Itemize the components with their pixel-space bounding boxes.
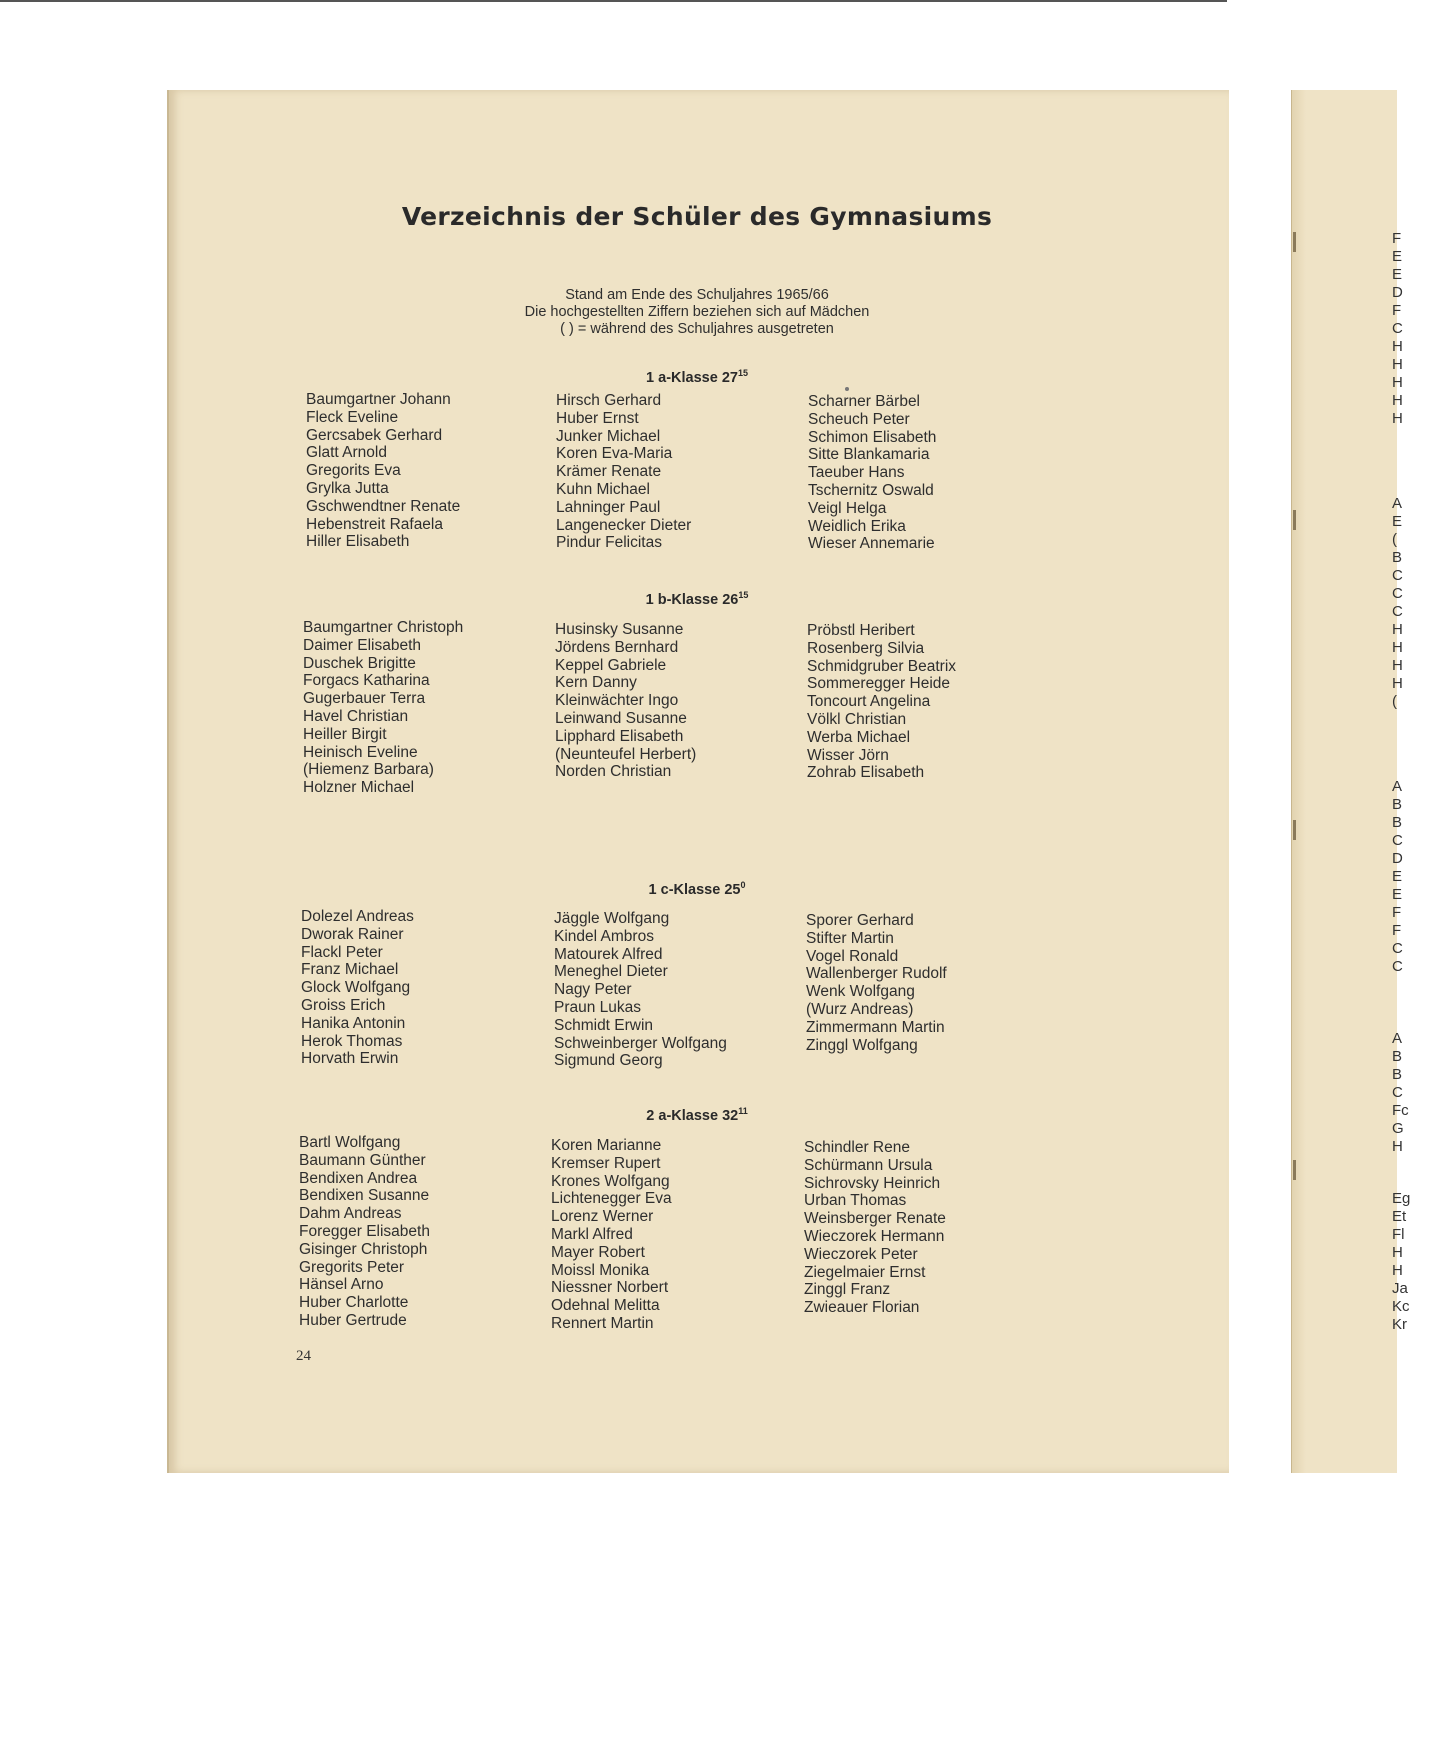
facing-page-fragment: H	[1392, 338, 1403, 355]
class-1a-column-1	[306, 391, 526, 551]
student-name: (Neunteufel Herbert)	[555, 745, 697, 763]
student-name: Mayer Robert	[551, 1243, 645, 1261]
student-name: Sigmund Georg	[554, 1052, 663, 1070]
facing-page-fragment: B	[1392, 796, 1403, 813]
student-name: Herok Thomas	[301, 1032, 403, 1050]
student-name: Leinwand Susanne	[555, 709, 687, 727]
class-heading-1c	[597, 880, 797, 898]
student-name: Huber Charlotte	[299, 1294, 409, 1312]
student-name: Scheuch Peter	[808, 410, 910, 428]
class-name: 2 a-Klasse	[646, 1108, 719, 1124]
facing-page-edge	[1291, 90, 1411, 1473]
facing-page-fragment: Fc	[1392, 1102, 1409, 1119]
class-girls-count: 0	[740, 880, 746, 890]
student-name: Wieczorek Peter	[804, 1245, 918, 1263]
student-name: Holzner Michael	[303, 779, 415, 797]
student-name: Foregger Elisabeth	[299, 1222, 430, 1240]
student-name: Bartl Wolfgang	[299, 1134, 401, 1151]
student-name: Schweinberger Wolfgang	[554, 1034, 727, 1052]
student-name: Keppel Gabriele	[555, 656, 667, 674]
student-name: Urban Thomas	[804, 1192, 907, 1210]
facing-page-fragment: F	[1392, 302, 1402, 319]
facing-page-fragment: E	[1392, 266, 1403, 283]
student-name: (Wurz Andreas)	[806, 1000, 914, 1018]
student-name: Huber Ernst	[556, 409, 639, 427]
facing-page-fragment: E	[1392, 868, 1403, 885]
facing-page-text	[1392, 230, 1432, 428]
student-name: Dworak Rainer	[301, 925, 404, 943]
student-name: Hebenstreit Rafaela	[306, 515, 443, 533]
facing-page-fragment: C	[1392, 320, 1403, 337]
student-name: Havel Christian	[303, 707, 409, 725]
page-number: 24	[296, 1348, 311, 1364]
facing-page-fragment: E	[1392, 513, 1403, 530]
class-1c-column-2	[554, 910, 774, 1070]
student-name: Sichrovsky Heinrich	[804, 1174, 941, 1192]
facing-page-fragment: C	[1392, 585, 1403, 602]
class-count: 32	[722, 1108, 739, 1124]
student-name: Bendixen Andrea	[299, 1169, 418, 1187]
facing-page-fragment: B	[1392, 814, 1403, 831]
student-name: Schimon Elisabeth	[808, 428, 937, 446]
facing-page-text	[1392, 778, 1432, 976]
facing-page-fragment: A	[1392, 495, 1403, 512]
student-name: Rennert Martin	[551, 1314, 654, 1332]
class-name: 1 b-Klasse	[645, 592, 719, 608]
facing-page-fragment: C	[1392, 832, 1403, 849]
scan-border	[0, 0, 1227, 2]
student-name: Schürmann Ursula	[804, 1156, 933, 1174]
student-name: (Hiemenz Barbara)	[303, 761, 434, 779]
student-name: Norden Christian	[555, 763, 672, 781]
student-name: Nagy Peter	[554, 981, 632, 999]
facing-page-fragment: F	[1392, 922, 1402, 939]
class-1b-column-3	[807, 622, 1027, 782]
student-name: Gschwendtner Renate	[306, 497, 461, 515]
student-name: Flackl Peter	[301, 943, 383, 961]
student-name: Toncourt Angelina	[807, 693, 931, 711]
subtitle-line: Die hochgestellten Ziffern beziehen sich auf Mädchen	[524, 304, 870, 320]
facing-page-fragment: H	[1392, 392, 1403, 409]
class-name: 1 c-Klasse	[648, 882, 721, 898]
student-name: Lipphard Elisabeth	[555, 727, 684, 745]
student-name: Gregorits Eva	[306, 462, 401, 480]
student-name: Taeuber Hans	[808, 464, 905, 482]
student-name: Odehnal Melitta	[551, 1297, 660, 1315]
student-name: Franz Michael	[301, 961, 399, 979]
class-girls-count: 15	[738, 590, 749, 600]
student-name: Zwieauer Florian	[804, 1299, 920, 1317]
student-name: Stifter Martin	[806, 929, 894, 947]
student-name: Daimer Elisabeth	[303, 636, 422, 654]
student-name: Junker Michael	[556, 427, 661, 445]
student-name: Duschek Brigitte	[303, 654, 416, 672]
student-name: Jördens Bernhard	[555, 638, 679, 656]
facing-page-fragment: G	[1392, 1120, 1404, 1137]
class-1b-column-2	[555, 621, 775, 781]
page-title: Verzeichnis der Schüler des Gymnasiums	[401, 202, 993, 231]
student-name: Lichtenegger Eva	[551, 1190, 672, 1208]
student-name: Krones Wolfgang	[551, 1172, 670, 1190]
student-name: Koren Eva-Maria	[556, 445, 673, 463]
student-name: Hirsch Gerhard	[556, 392, 662, 409]
facing-page-fragment: B	[1392, 1066, 1403, 1083]
student-name: Gugerbauer Terra	[303, 690, 426, 708]
facing-page-fragment: A	[1392, 1030, 1403, 1047]
facing-page-fragment: H	[1392, 1262, 1403, 1279]
class-heading-1b	[597, 590, 797, 608]
facing-page-fragment: (	[1392, 693, 1397, 710]
subtitle-line: ( ) = während des Schuljahres ausgetreten	[560, 321, 834, 337]
student-name: Kremser Rupert	[551, 1154, 661, 1172]
student-name: Zinggl Wolfgang	[806, 1036, 918, 1054]
student-name: Kuhn Michael	[556, 480, 650, 498]
student-name: Sitte Blankamaria	[808, 446, 930, 464]
facing-page-fragment: B	[1392, 1048, 1403, 1065]
class-1b-column-1	[303, 619, 523, 797]
student-name: Fleck Eveline	[306, 408, 399, 426]
student-name: Hiller Elisabeth	[306, 533, 410, 551]
student-name: Matourek Alfred	[554, 945, 663, 963]
student-name: Vogel Ronald	[806, 947, 899, 965]
student-name: Zohrab Elisabeth	[807, 764, 925, 782]
facing-page-fragment: C	[1392, 567, 1403, 584]
class-girls-count: 15	[737, 368, 748, 378]
facing-page-fragment: Fl	[1392, 1226, 1405, 1243]
subtitle-line: Stand am Ende des Schuljahres 1965/66	[565, 287, 829, 303]
student-name: Sommeregger Heide	[807, 675, 951, 693]
facing-page-fragment: C	[1392, 940, 1403, 957]
binding-stitch	[1293, 1160, 1296, 1180]
class-heading-1a	[597, 368, 797, 386]
facing-page-text	[1392, 495, 1432, 711]
facing-page-fragment: D	[1392, 284, 1403, 301]
student-name: Kern Danny	[555, 674, 637, 692]
facing-page-fragment: Et	[1392, 1208, 1407, 1225]
student-name: Wieczorek Hermann	[804, 1227, 945, 1245]
facing-page-text	[1392, 1190, 1432, 1334]
facing-page-fragment: F	[1392, 230, 1402, 247]
student-name: Lahninger Paul	[556, 498, 661, 516]
student-name: Bendixen Susanne	[299, 1187, 430, 1205]
student-name: Hanika Antonin	[301, 1014, 406, 1032]
class-name: 1 a-Klasse	[646, 370, 718, 386]
facing-page-fragment: H	[1392, 410, 1403, 427]
student-name: Gisinger Christoph	[299, 1240, 428, 1258]
class-1a-column-3	[808, 393, 1028, 553]
facing-page-fragment: C	[1392, 1084, 1403, 1101]
student-name: Forgacs Katharina	[303, 672, 430, 690]
student-name: Baumgartner Christoph	[303, 619, 464, 636]
facing-page-fragment: A	[1392, 778, 1403, 795]
student-name: Kleinwächter Ingo	[555, 692, 679, 710]
student-name: Sporer Gerhard	[806, 912, 914, 929]
student-name: Jäggle Wolfgang	[554, 910, 670, 927]
student-name: Veigl Helga	[808, 499, 887, 517]
student-name: Lorenz Werner	[551, 1208, 654, 1226]
student-name: Langenecker Dieter	[556, 516, 692, 534]
student-name: Tschernitz Oswald	[808, 481, 934, 499]
student-name: Baumgartner Johann	[306, 391, 451, 408]
class-count: 27	[721, 370, 738, 386]
student-name: Zinggl Franz	[804, 1281, 891, 1299]
facing-page-fragment: H	[1392, 657, 1403, 674]
student-name: Glock Wolfgang	[301, 979, 411, 997]
student-name: Husinsky Susanne	[555, 621, 684, 638]
student-name: Zimmermann Martin	[806, 1018, 945, 1036]
student-name: Koren Marianne	[551, 1137, 662, 1154]
facing-page-fragment: B	[1392, 549, 1403, 566]
facing-page-fragment: Kc	[1392, 1298, 1410, 1315]
student-name: Weinsberger Renate	[804, 1210, 946, 1228]
facing-page-fragment: H	[1392, 621, 1403, 638]
student-name: Gercsabek Gerhard	[306, 426, 443, 444]
student-name: Niessner Norbert	[551, 1279, 669, 1297]
student-name: Heiller Birgit	[303, 725, 387, 743]
facing-page-fragment: H	[1392, 374, 1403, 391]
student-name: Heinisch Eveline	[303, 743, 418, 761]
facing-page-fragment: E	[1392, 886, 1403, 903]
facing-page-fragment: E	[1392, 248, 1403, 265]
class-1c-column-1	[301, 908, 521, 1068]
student-name: Pindur Felicitas	[556, 534, 662, 552]
student-name: Krämer Renate	[556, 463, 662, 481]
class-count: 26	[722, 592, 739, 608]
class-2a-column-3	[804, 1139, 1024, 1317]
student-name: Moissl Monika	[551, 1261, 650, 1279]
facing-page-fragment: C	[1392, 603, 1403, 620]
class-1a-column-2	[556, 392, 776, 552]
binding-stitch	[1293, 820, 1296, 840]
facing-page-fragment: H	[1392, 1244, 1403, 1261]
class-2a-column-2	[551, 1137, 771, 1333]
student-name: Horvath Erwin	[301, 1050, 399, 1068]
class-heading-2a	[597, 1106, 797, 1124]
facing-page-fragment: (	[1392, 531, 1397, 548]
student-name: Schindler Rene	[804, 1139, 910, 1156]
student-name: Gregorits Peter	[299, 1258, 405, 1276]
facing-page-fragment: H	[1392, 1138, 1403, 1155]
facing-page-fragment: D	[1392, 850, 1403, 867]
student-name: Wenk Wolfgang	[806, 983, 915, 1001]
student-name: Völkl Christian	[807, 710, 907, 728]
student-name: Dahm Andreas	[299, 1205, 402, 1223]
booklet-page	[167, 90, 1411, 1473]
class-count: 25	[724, 882, 741, 898]
student-name: Wisser Jörn	[807, 746, 889, 764]
student-name: Pröbstl Heribert	[807, 622, 915, 639]
facing-page-fragment: H	[1392, 639, 1403, 656]
student-name: Meneghel Dieter	[554, 963, 668, 981]
student-name: Kindel Ambros	[554, 927, 654, 945]
student-name: Praun Lukas	[554, 998, 642, 1016]
student-name: Schmidgruber Beatrix	[807, 657, 957, 675]
student-name: Weidlich Erika	[808, 517, 906, 535]
student-name: Wieser Annemarie	[808, 535, 935, 553]
student-name: Ziegelmaier Ernst	[804, 1263, 926, 1281]
student-name: Groiss Erich	[301, 996, 386, 1014]
facing-page-fragment: H	[1392, 675, 1403, 692]
student-name: Hänsel Arno	[299, 1276, 384, 1294]
class-1c-column-3	[806, 912, 1026, 1054]
student-name: Grylka Jutta	[306, 479, 389, 497]
student-name: Rosenberg Silvia	[807, 639, 925, 657]
student-name: Schmidt Erwin	[554, 1016, 654, 1034]
class-girls-count: 11	[738, 1106, 748, 1116]
student-name: Werba Michael	[807, 728, 911, 746]
student-name: Glatt Arnold	[306, 444, 387, 462]
student-name: Dolezel Andreas	[301, 908, 414, 925]
facing-page-fragment: C	[1392, 958, 1403, 975]
facing-page-fragment: Kr	[1392, 1316, 1407, 1333]
facing-page-fragment: F	[1392, 904, 1402, 921]
facing-page-fragment: Ja	[1392, 1280, 1408, 1297]
facing-page-fragment: H	[1392, 356, 1403, 373]
binding-stitch	[1293, 510, 1296, 530]
binding-stitch	[1293, 232, 1296, 252]
ink-speck	[845, 387, 849, 391]
facing-page-text	[1392, 1030, 1432, 1156]
student-name: Scharner Bärbel	[808, 393, 921, 410]
facing-page-fragment: Eg	[1392, 1190, 1411, 1207]
student-name: Huber Gertrude	[299, 1311, 407, 1329]
student-name: Markl Alfred	[551, 1225, 633, 1243]
student-name: Baumann Günther	[299, 1151, 426, 1169]
student-name: Wallenberger Rudolf	[806, 965, 947, 983]
class-2a-column-1	[299, 1134, 519, 1330]
